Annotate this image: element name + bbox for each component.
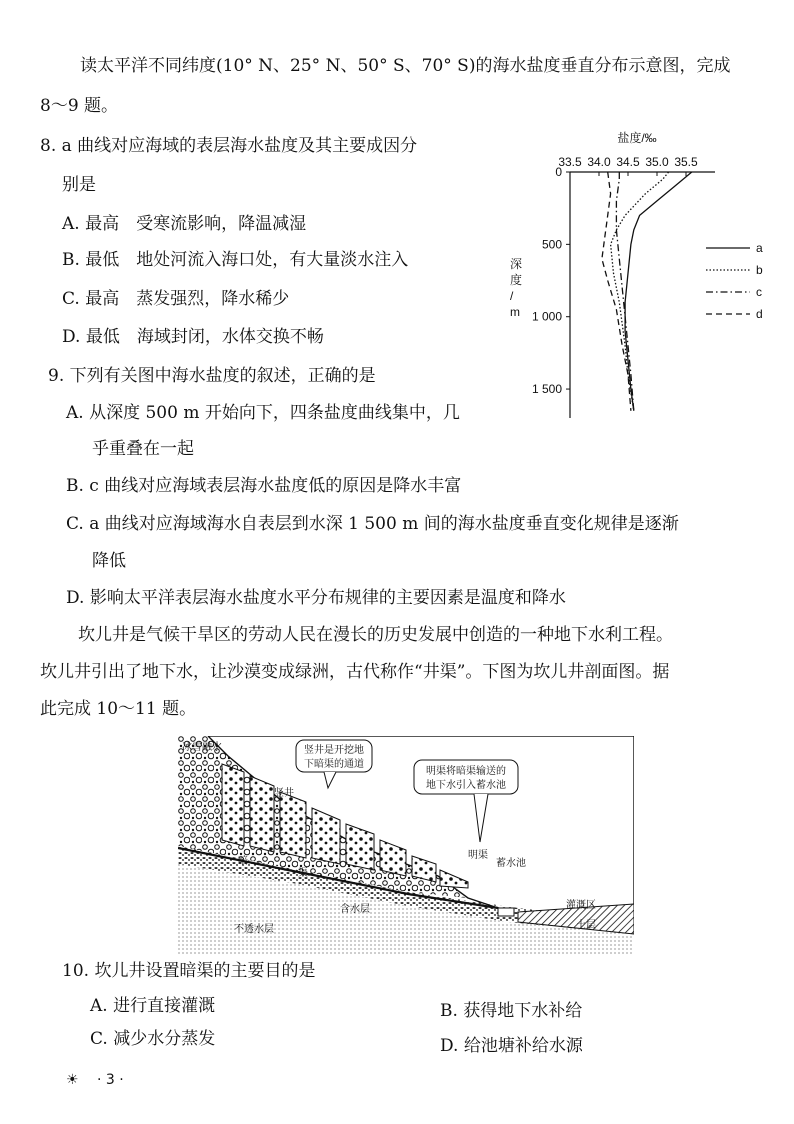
series-line-a: [625, 172, 692, 411]
shaft-block-3: [280, 792, 306, 858]
q8-option-a: A. 最高 受寒流影响，降温减湿: [62, 214, 307, 234]
chart-title: 盐度/‰: [617, 131, 657, 145]
q8-stem-line-1: 8. a 曲线对应海域的表层海水盐度及其主要成因分: [40, 136, 418, 156]
q9-option-a-line-1: A. 从深度 500 m 开始向下，四条盐度曲线集中，几: [66, 403, 460, 423]
footer: [66, 1072, 124, 1088]
label-open-channel: 明渠: [468, 850, 488, 861]
x-tick-label: 35.5: [674, 155, 698, 169]
x-tick-label: 34.0: [587, 155, 611, 169]
series-line-c: [616, 172, 633, 411]
q8-option-c: C. 最高 蒸发强烈，降水稀少: [62, 289, 290, 309]
karez-cross-section-figure: [178, 736, 634, 956]
intro-line-1: 读太平洋不同纬度(10° N、25° N、50° S、70° S)的海水盐度垂直分布示意图，完成: [80, 56, 731, 76]
x-tick-label: 34.5: [616, 155, 640, 169]
q10-option-a: A. 进行直接灌溉: [90, 996, 216, 1016]
y-tick-label: 500: [541, 237, 562, 252]
callout-open-channel-line-1: 明渠将暗渠输送的: [426, 766, 506, 777]
legend-label-d: d: [756, 307, 763, 321]
q10-option-b: B. 获得地下水补给: [440, 1001, 583, 1021]
y-tick-label: 0: [555, 165, 562, 179]
callout-open-channel-line-2: 地下水引入蓄水池: [426, 780, 506, 791]
shaft-block-2: [250, 776, 274, 852]
pool-shape: [498, 908, 514, 916]
label-shaft: 竖井: [274, 788, 294, 799]
label-impermeable: 不透水层: [234, 924, 274, 935]
salinity-chart: [500, 128, 790, 428]
shaft-block-1: [222, 764, 244, 846]
intro-line-2: 8～9 题。: [40, 96, 119, 116]
label-soil: 土层: [576, 920, 596, 931]
q8-option-d: D. 最低 海域封闭，水体交换不畅: [62, 327, 324, 347]
label-an: 暗: [238, 856, 248, 867]
intro2-line-1: 坎儿井是气候干旱区的劳动人民在漫长的历史发展中创造的一种地下水利工程。: [78, 625, 673, 645]
q8-stem-line-2: 别是: [62, 175, 96, 195]
series-line-b: [611, 172, 669, 411]
y-axis-label-char-2: 度: [510, 273, 523, 287]
y-tick-label: 1 500: [531, 382, 562, 397]
q10-stem: 10. 坎儿井设置暗渠的主要目的是: [62, 961, 316, 981]
bulb-icon: ☀: [66, 1072, 79, 1088]
callout-shaft-line-1: 竖井是开挖地: [304, 745, 364, 756]
label-aquifer: 含水层: [340, 904, 370, 915]
legend-label-b: b: [756, 263, 763, 277]
x-tick-label: 35.0: [645, 155, 669, 169]
y-axis-label-char-4: m: [510, 305, 520, 319]
q9-option-a-line-2: 乎重叠在一起: [92, 439, 194, 459]
y-axis-label-char-1: 深: [510, 257, 523, 271]
intro2-line-2: 坎儿井引出了地下水，让沙漠变成绿洲，古代称作“井渠”。下图为坎儿井剖面图。据: [40, 662, 670, 682]
q10-option-d: D. 给池塘补给水源: [440, 1036, 583, 1056]
q10-option-c: C. 减少水分蒸发: [90, 1029, 216, 1049]
x-tick-label: 33.5: [558, 155, 582, 169]
label-irrigation: 灌溉区: [566, 900, 596, 911]
q9-option-c-line-1: C. a 曲线对应海域海水自表层到水深 1 500 m 间的海水盐度垂直变化规律是逐渐: [66, 514, 679, 534]
q9-option-d: D. 影响太平洋表层海水盐度水平分布规律的主要因素是温度和降水: [66, 588, 566, 608]
label-snow-melt: 冰雪融水: [182, 742, 222, 753]
legend-label-c: c: [756, 285, 762, 299]
q8-option-b: B. 最低 地处河流入海口处，有大量淡水注入: [62, 250, 409, 270]
legend-label-a: a: [756, 241, 763, 255]
y-axis-label: [510, 257, 522, 319]
q9-option-b: B. c 曲线对应海域表层海水盐度低的原因是降水丰富: [66, 476, 462, 496]
intro2-line-3: 此完成 10～11 题。: [40, 699, 197, 719]
q9-stem: 9. 下列有关图中海水盐度的叙述，正确的是: [48, 366, 376, 386]
y-axis-label-char-3: /: [510, 289, 514, 303]
label-pool: 蓄水池: [496, 858, 526, 869]
y-tick-label: 1 000: [531, 309, 562, 324]
q9-option-c-line-2: 降低: [92, 551, 126, 571]
callout-shaft-line-2: 下暗渠的通道: [304, 759, 364, 770]
label-qu: 渠: [298, 868, 308, 879]
page-number: · 3 ·: [97, 1072, 124, 1088]
